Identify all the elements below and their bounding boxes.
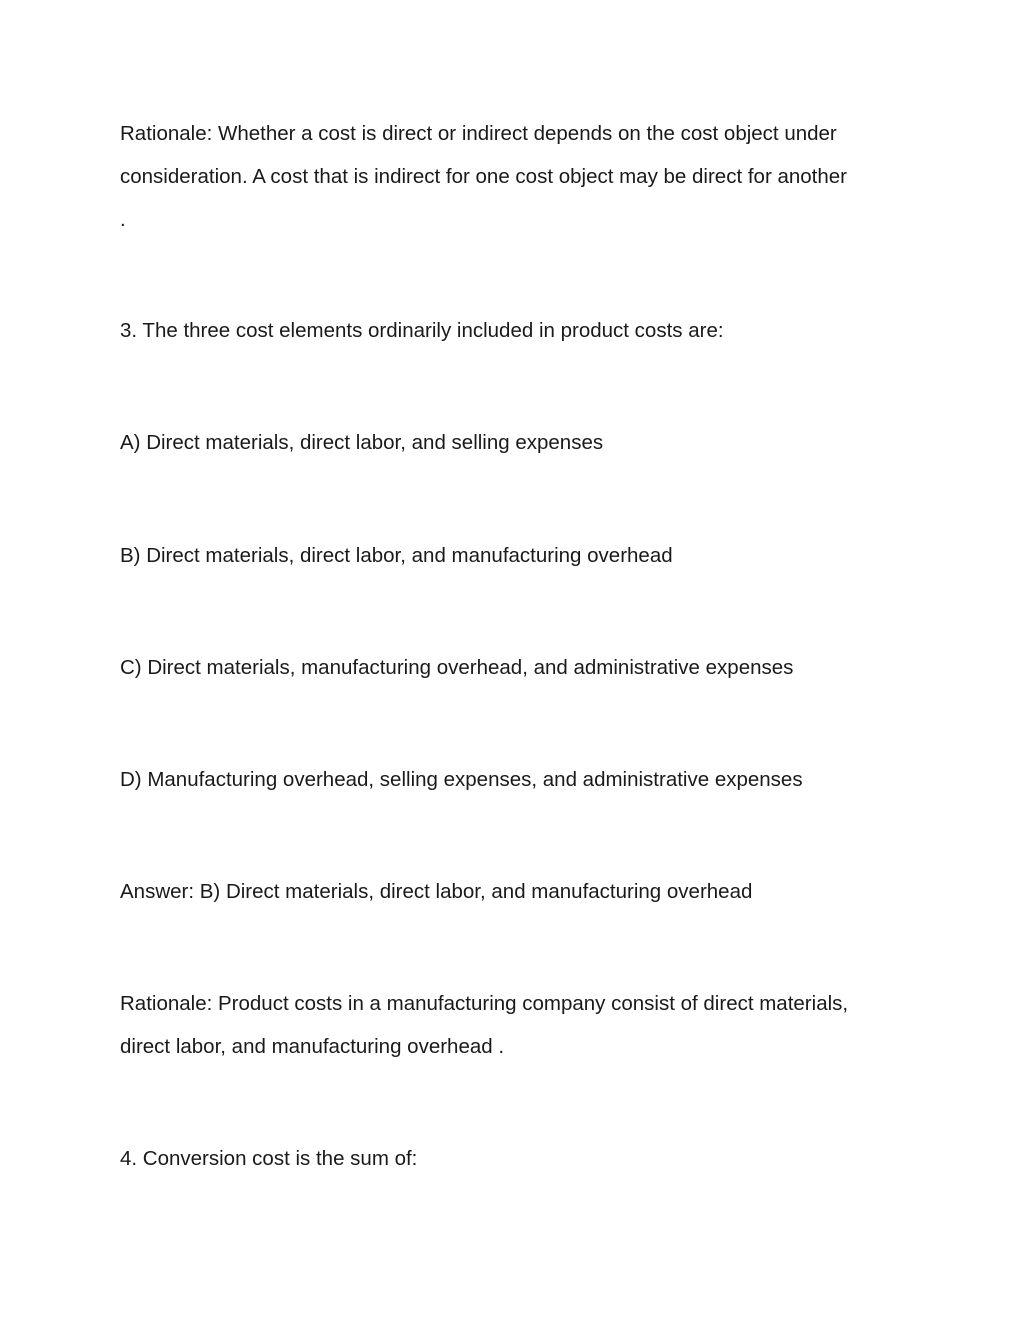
- answer-option-c: C) Direct materials, manufacturing overhead, and administrative expenses: [120, 656, 794, 679]
- answer-option-b: B) Direct materials, direct labor, and manufacturing overhead: [120, 544, 673, 567]
- answer-option-d: D) Manufacturing overhead, selling expenses, and administrative expenses: [120, 768, 803, 791]
- answer-key: Answer: B) Direct materials, direct labor, and manufacturing overhead: [120, 880, 753, 903]
- rationale-line: .: [120, 208, 126, 231]
- rationale-line: direct labor, and manufacturing overhead .: [120, 1035, 505, 1058]
- question-stem: 3. The three cost elements ordinarily included in product costs are:: [120, 319, 724, 342]
- rationale-line: Rationale: Whether a cost is direct or indirect depends on the cost object under: [120, 122, 837, 145]
- rationale-line: consideration. A cost that is indirect for one cost object may be direct for another: [120, 165, 847, 188]
- answer-option-a: A) Direct materials, direct labor, and selling expenses: [120, 431, 604, 454]
- rationale-line: Rationale: Product costs in a manufacturing company consist of direct materials,: [120, 992, 849, 1015]
- question-stem: 4. Conversion cost is the sum of:: [120, 1147, 418, 1170]
